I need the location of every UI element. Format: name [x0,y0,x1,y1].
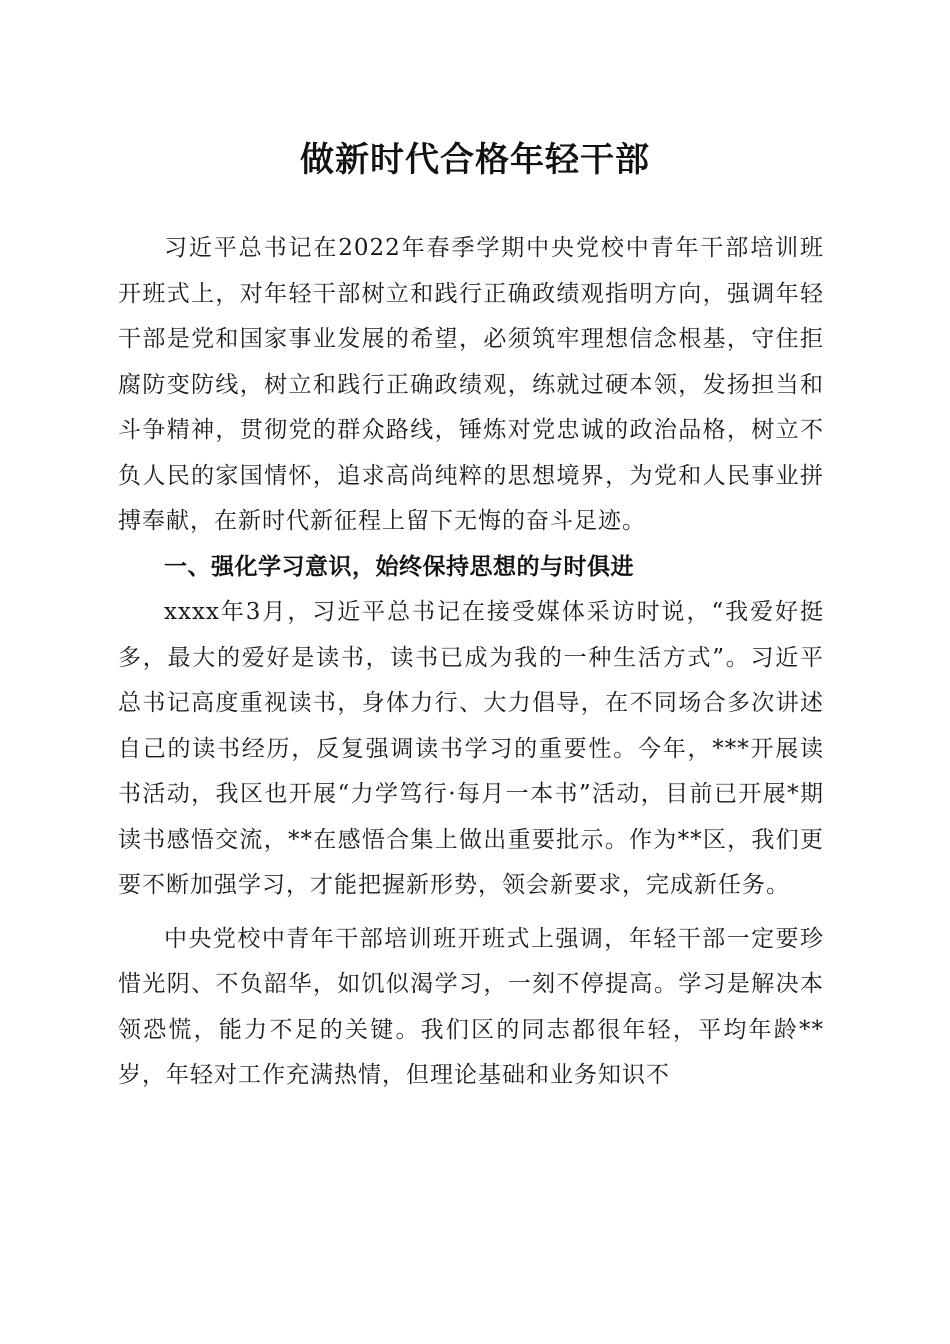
paragraph-intro: 习近平总书记在2022年春季学期中央党校中青年干部培训班开班式上，对年轻干部树立和践行正确政绩观指明方向，强调年轻干部是党和国家事业发展的希望，必须筑牢理想信念根基，守住拒腐防变防线，树立和践行正确政绩观，练就过硬本领，发扬担当和斗争精神，贯彻党的群众路线，锤炼对党忠诚的政治品格，树立不负人民的家国情怀，追求高尚纯粹的思想境界，为党和人民事业拼搏奉献，在新时代新征程上留下无悔的奋斗足迹。 [118,235,824,534]
section-heading-1: 一、强化学习意识，始终保持思想的与时俱进 [164,553,634,580]
paragraph-reading: xxxx年3月，习近平总书记在接受媒体采访时说，“我爱好挺多，最大的爱好是读书，读书已成为我的一种生活方式”。习近平总书记高度重视读书，身体力行、大力倡导，在不同场合多次讲述自己的读书经历，反复强调读书学习的重要性。今年，***开展读书活动，我区也开展“力学笃行·每月一本书”活动，目前已开展*期读书感悟交流，**在感悟合集上做出重要批示。作为**区，我们更要不断加强学习，才能把握新形势，领会新要求，完成新任务。 [118,599,824,898]
paragraph-study: 中央党校中青年干部培训班开班式上强调，年轻干部一定要珍惜光阴、不负韶华，如饥似渴学习，一刻不停提高。学习是解决本领恐慌，能力不足的关键。我们区的同志都很年轻，平均年龄**岁，年轻对工作充满热情，但理论基础和业务知识不 [118,925,824,1088]
document-body [118,226,824,1099]
document-title: 做新时代合格年轻干部 [300,140,650,180]
